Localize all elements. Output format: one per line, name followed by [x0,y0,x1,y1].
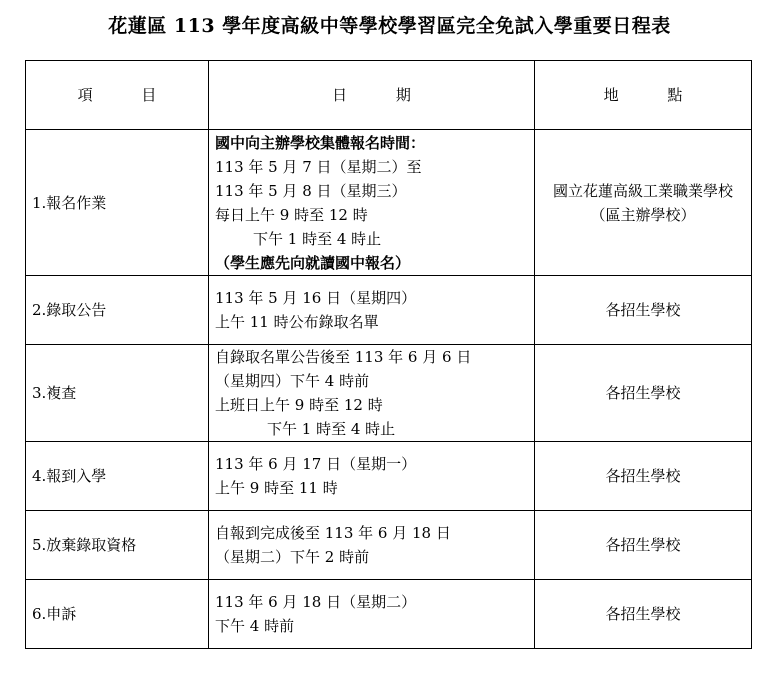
row-place [535,442,752,511]
table-row [26,345,752,442]
place-line: 各招生學校 [605,384,681,402]
row-item: 3.複查 [26,345,209,442]
date-line: （學生應先向就讀國中報名） [215,253,411,272]
table-header-row [26,61,752,130]
place-line: 國立花蓮高級工業職業學校 [552,181,733,200]
date-line: （星期二）下午 2 時前 [215,548,370,566]
row-date [209,442,535,511]
row-place [535,511,752,580]
date-line: 113 年 6 月 18 日（星期二） [215,593,417,611]
row-item: 4.報到入學 [26,442,209,511]
date-line: 上午 9 時至 11 時 [215,479,338,497]
date-line: 下午 4 時前 [215,617,295,635]
row-place [535,580,752,649]
page-title: 花蓮區 113 學年度高級中等學校學習區完全免試入學重要日程表 [108,15,671,37]
header-place: 地 點 [535,61,752,130]
row-item: 2.錄取公告 [26,276,209,345]
row-place [535,276,752,345]
place-line: 各招生學校 [605,605,681,623]
row-date [209,580,535,649]
schedule-table [25,60,752,649]
date-line: 下午 1 時至 4 時止 [267,420,396,438]
row-place [535,345,752,442]
date-line: 自錄取名單公告後至 113 年 6 月 6 日 [215,348,472,366]
date-line: 國中向主辦學校集體報名時間： [215,133,426,152]
date-line: 113 年 5 月 16 日（星期四） [215,289,417,307]
date-line: 每日上午 9 時至 12 時 [215,205,368,224]
table-row [26,511,752,580]
header-item: 項 目 [26,61,209,130]
row-date [209,511,535,580]
date-line: 113 年 5 月 8 日（星期三） [215,181,407,200]
place-line: （區主辦學校） [590,205,696,224]
row-item: 6.申訴 [26,580,209,649]
table-row [26,276,752,345]
place-line: 各招生學校 [605,536,681,554]
table-row [26,130,752,276]
place-line: 各招生學校 [605,301,681,319]
date-line: 113 年 6 月 17 日（星期一） [215,455,417,473]
date-line: 自報到完成後至 113 年 6 月 18 日 [215,524,451,542]
row-date [209,130,535,276]
place-line: 各招生學校 [605,467,681,485]
date-line: 113 年 5 月 7 日（星期二）至 [215,157,422,176]
date-line: 下午 1 時至 4 時止 [253,229,382,248]
row-date [209,345,535,442]
row-item: 5.放棄錄取資格 [26,511,209,580]
table-row [26,580,752,649]
date-line: 上班日上午 9 時至 12 時 [215,396,383,414]
row-place [535,130,752,276]
date-line: （星期四）下午 4 時前 [215,372,370,390]
header-date: 日 期 [209,61,535,130]
date-line: 上午 11 時公布錄取名單 [215,313,379,331]
row-date [209,276,535,345]
row-item: 1.報名作業 [26,130,209,276]
table-row [26,442,752,511]
